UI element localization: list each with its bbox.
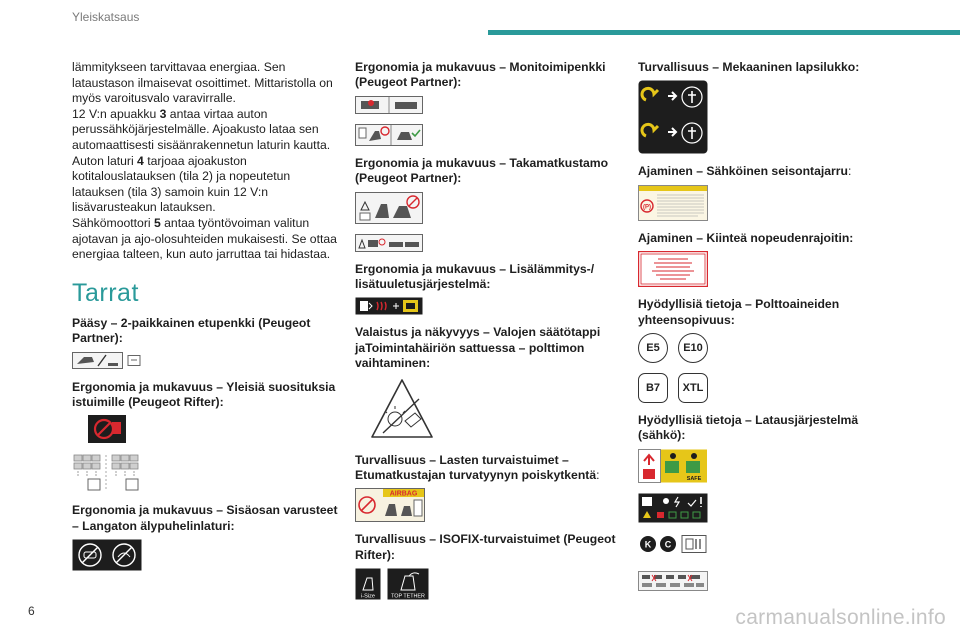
rear-cabin-fold-label-icon bbox=[355, 234, 423, 252]
rear-cabin-label-icon bbox=[355, 192, 423, 224]
label-images-charging-4 bbox=[638, 571, 906, 591]
section-title: Tarrat bbox=[72, 278, 139, 307]
front-bench-label-icon bbox=[72, 352, 146, 370]
child-lock-label-icon bbox=[638, 80, 708, 154]
label-images-rear-cabin-2 bbox=[355, 234, 623, 252]
text-line: Auton laturi 4 tarjoaa ajoakuston bbox=[72, 153, 247, 168]
label-images-seat-recommendations-2 bbox=[72, 453, 340, 493]
fuel-xtl-icon: XTL bbox=[678, 373, 708, 403]
label-title-multi-seat: Ergonomia ja mukavuus – Monitoimipenkki (Peugeot Partner): bbox=[355, 60, 606, 90]
label-images-isofix bbox=[355, 568, 623, 600]
label-images-charging-1 bbox=[638, 449, 906, 483]
label-images-charging-2 bbox=[638, 493, 906, 523]
text-line: lisävarusteakun latauksen. bbox=[72, 200, 216, 215]
charging-plug-types-label-icon bbox=[638, 533, 708, 555]
airbag-warning-label-icon bbox=[355, 488, 425, 522]
text-line: myös varoitusvalo varavirralle. bbox=[72, 91, 236, 106]
label-images-headlamp-adjustment bbox=[369, 377, 623, 443]
label-title-fuel-compatibility: Hyödyllisiä tietoja – Polttoaineiden yhteensopivuus: bbox=[638, 297, 840, 327]
speed-limiter-label-icon bbox=[638, 251, 708, 287]
page-number: 6 bbox=[28, 604, 35, 618]
rear-seats-label-icon bbox=[72, 453, 142, 493]
label-images-multi-seat-2 bbox=[355, 124, 623, 146]
label-images-speed-limiter bbox=[638, 251, 906, 287]
label-images-child-lock bbox=[638, 80, 906, 154]
watermark: carmanualsonline.info bbox=[735, 606, 946, 629]
label-title-isofix: Turvallisuus – ISOFIX-turvaistuimet (Peugeot Rifter): bbox=[355, 532, 616, 562]
svg-text:K: K bbox=[644, 539, 652, 550]
auxiliary-heating-label-icon bbox=[355, 297, 423, 315]
svg-text:C: C bbox=[664, 539, 672, 550]
i-size-label-icon bbox=[355, 568, 381, 600]
wireless-charger-label-icon bbox=[72, 539, 142, 571]
fuel-e10-icon: E10 bbox=[678, 333, 708, 363]
label-images-seat-recommendations-1 bbox=[88, 415, 340, 443]
fuel-b7-icon: B7 bbox=[638, 373, 668, 403]
label-images-parking-brake bbox=[638, 185, 906, 221]
label-title-headlamp-adjustment: Valaistus ja näkyvyys – Valojen säätötappi jaToimintahäiriön sattuessa – polttimon vaihtaminen: bbox=[355, 325, 601, 371]
charging-cable-label-icon bbox=[638, 571, 708, 591]
label-title-speed-limiter: Ajaminen – Kiinteä nopeudenrajoitin: bbox=[638, 230, 854, 245]
text-line: automaattisesti sisäänrakennetun laturin kautta. bbox=[72, 137, 331, 152]
text-line: latauksen (tila 3) samoin kuin 12 V:n bbox=[72, 184, 269, 199]
text-line: perussähköjärjestelmälle. Ajoakusto lataa sen bbox=[72, 122, 319, 137]
text-line: ajotavan ja ajo-olosuhteiden mukaisesti. Se ottaa bbox=[72, 231, 337, 246]
label-images-auxiliary-heating bbox=[355, 297, 623, 315]
label-title-rear-cabin: Ergonomia ja mukavuus – Takamatkustamo (Peugeot Partner): bbox=[355, 155, 609, 186]
label-title-auxiliary-heating: Ergonomia ja mukavuus – Lisälämmitys-/ lisätuuletusjärjestelmä: bbox=[355, 261, 595, 292]
text-line: Sähkömoottori 5 antaa työntövoiman valitun bbox=[72, 215, 310, 230]
svg-text:(P): (P) bbox=[643, 204, 651, 211]
bulb-warning-label-icon bbox=[369, 377, 435, 443]
label-title-seat-recommendations: Ergonomia ja mukavuus – Yleisiä suosituksia istuimille (Peugeot Rifter): bbox=[72, 379, 336, 409]
label-images-multi-seat-1 bbox=[355, 96, 623, 114]
svg-text:AIRBAG: AIRBAG bbox=[389, 491, 418, 499]
text-line: kotitalouslatauksen (tila 2) ja nopeutetun bbox=[72, 169, 291, 184]
column-2 bbox=[355, 60, 623, 610]
parking-brake-label-icon bbox=[638, 185, 708, 221]
column-1 bbox=[72, 60, 340, 581]
fuel-e5-icon: E5 bbox=[638, 333, 668, 363]
label-images-charging-3 bbox=[638, 533, 906, 555]
text-line: lataustason ilmaisevat osoittimet. Mittaristolla on bbox=[72, 75, 333, 90]
label-images-wireless-charger bbox=[72, 539, 340, 571]
multi-seat-label-icon bbox=[355, 96, 423, 114]
label-images-fuel-compatibility-2 bbox=[638, 373, 906, 403]
seat-warning-label-icon bbox=[88, 415, 126, 443]
label-images-airbag-deactivation bbox=[355, 488, 623, 522]
text-line: 12 V:n apuakku 3 antaa virtaa auton bbox=[72, 106, 268, 121]
intro-text bbox=[72, 60, 340, 263]
text-line: energiaa talteen, kun auto jarruttaa tai hidastaa. bbox=[72, 247, 331, 262]
text-line: lämmitykseen tarvittavaa energiaa. Sen bbox=[72, 60, 286, 74]
header-accent-bar bbox=[488, 30, 960, 35]
svg-text:TOP TETHER: TOP TETHER bbox=[391, 593, 425, 600]
label-title-child-lock: Turvallisuus – Mekaaninen lapsilukko: bbox=[638, 60, 860, 74]
svg-text:i-Size: i-Size bbox=[361, 593, 375, 600]
label-title-parking-brake: Ajaminen – Sähköinen seisontajarru: bbox=[638, 164, 852, 179]
label-title-charging-system: Hyödyllisiä tietoja – Latausjärjestelmä (sähkö): bbox=[638, 413, 859, 443]
label-images-front-bench bbox=[72, 352, 340, 370]
label-title-wireless-charger: Ergonomia ja mukavuus – Sisäosan varusteet – Langaton älypuhelinlaturi: bbox=[72, 503, 338, 533]
column-3 bbox=[638, 60, 906, 601]
label-images-rear-cabin-1 bbox=[355, 192, 623, 224]
svg-text:SAFE: SAFE bbox=[686, 475, 702, 482]
label-title-front-bench: Pääsy – 2-paikkainen etupenkki (Peugeot Partner): bbox=[72, 315, 311, 346]
label-title-airbag-deactivation: Turvallisuus – Lasten turvaistuimet – Etumatkustajan turvatyynyn poiskytkentä: bbox=[355, 452, 600, 483]
top-tether-label-icon bbox=[387, 568, 429, 600]
header-title: Yleiskatsaus bbox=[72, 10, 140, 24]
charging-safety-label-icon bbox=[638, 449, 708, 483]
label-images-fuel-compatibility-1 bbox=[638, 333, 906, 363]
charging-indicator-label-icon bbox=[638, 493, 708, 523]
seat-fold-label-icon bbox=[355, 124, 423, 146]
